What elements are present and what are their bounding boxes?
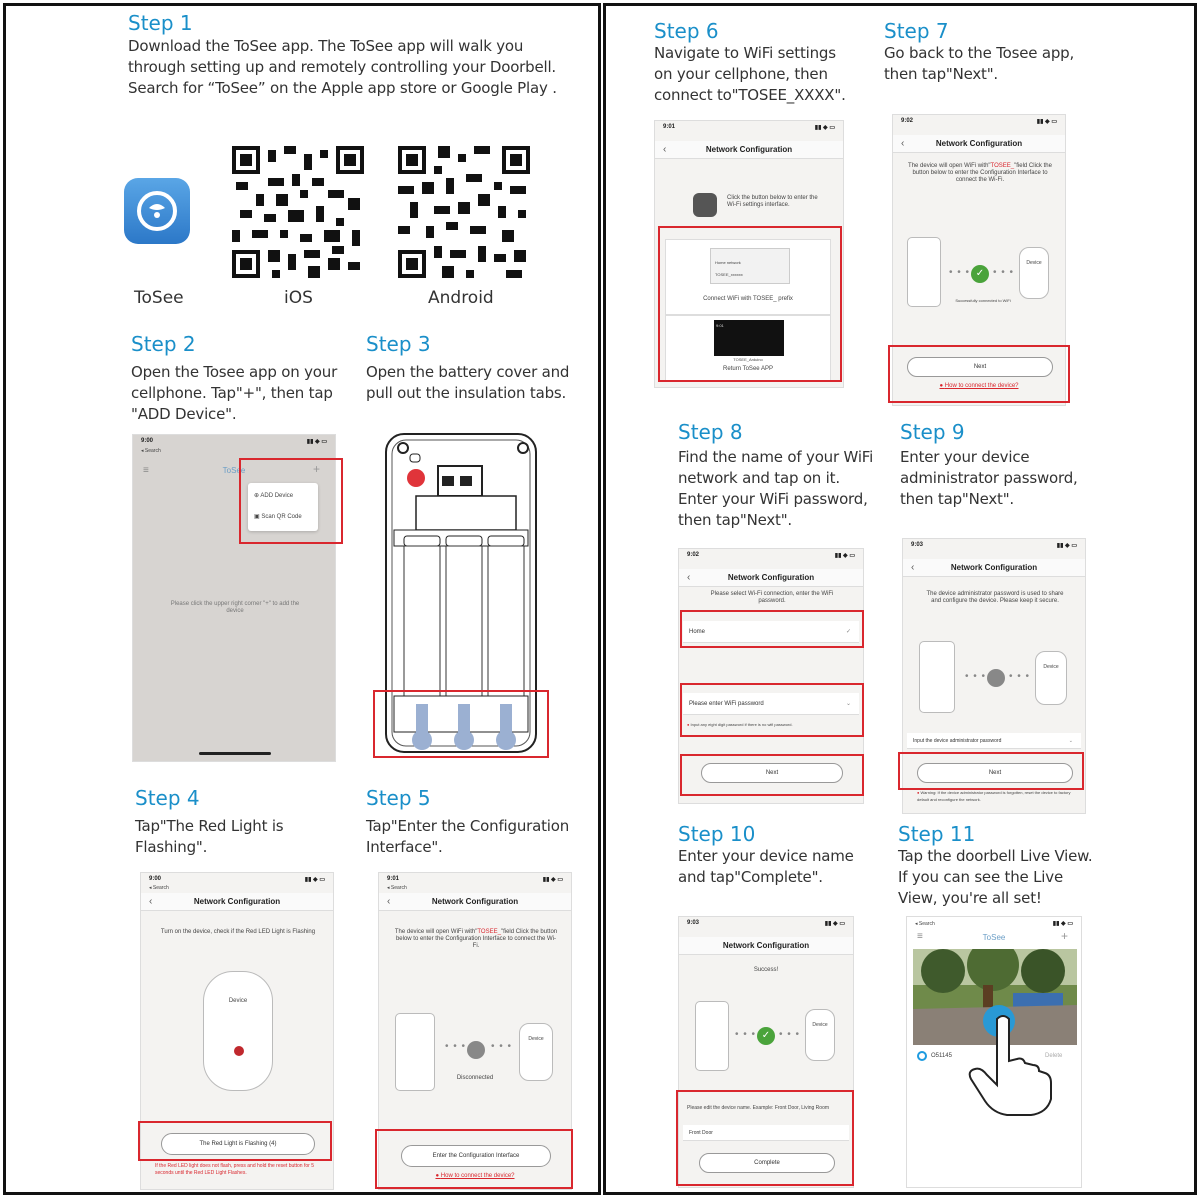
- device-icon: [519, 1023, 553, 1081]
- device-icon: [805, 1009, 835, 1061]
- device-id: O51145: [931, 1053, 952, 1059]
- next-button[interactable]: Next: [917, 763, 1073, 783]
- progress-dot-icon: [987, 669, 1005, 687]
- instruction: Please select Wi-Fi connection, enter the WiFi password.: [710, 591, 834, 604]
- step3-text: Open the battery cover and pull out the insulation tabs.: [366, 363, 570, 402]
- settings-hint: Click the button below to enter the Wi-Fi settings interface.: [727, 195, 818, 208]
- connected-check-icon: ✓: [971, 265, 989, 283]
- instruction: Turn on the device, check if the Red LED Light is Flashing: [160, 929, 316, 935]
- next-button[interactable]: Next: [907, 357, 1053, 377]
- tosee-label: ToSee: [134, 288, 184, 308]
- step1-title: Step 1: [128, 11, 193, 35]
- how-to-connect-link[interactable]: ● How to connect the device?: [939, 383, 1019, 389]
- step11-screen: [906, 916, 1082, 1188]
- step1-text: Download the ToSee app. The ToSee app will walk you through setting up and remotely controlling your Doorbell. Search for “ToSee” on the Apple app store or Google Play .: [128, 37, 557, 97]
- highlight-next-button: [680, 754, 864, 796]
- how-to-connect-link[interactable]: ● How to connect the device?: [435, 1173, 515, 1179]
- add-hint: Please click the upper right corner "+" to add the device: [170, 601, 300, 614]
- tosee-app-icon[interactable]: [124, 178, 190, 244]
- step6-title: Step 6: [654, 19, 719, 43]
- right-panel: [603, 3, 1197, 1195]
- settings-gear-icon[interactable]: [693, 193, 717, 217]
- step8-text: Find the name of your WiFi network and tap on it. Enter your WiFi password, then tap"Next".: [678, 448, 874, 529]
- app-title: ToSee: [222, 466, 246, 475]
- status-bar: 9:00 ▮▮ ◆ ▭: [149, 876, 325, 883]
- step2-text: Open the Tosee app on your cellphone. Tap"+", then tap "ADD Device".: [131, 363, 338, 423]
- step10-title: Step 10: [678, 822, 756, 846]
- connection-dots: • • •: [491, 1041, 513, 1052]
- highlight-name-section: [676, 1090, 854, 1186]
- success-status: Success!: [753, 967, 779, 973]
- highlight-next-button: [898, 752, 1084, 790]
- highlight-next-button: [888, 345, 1070, 403]
- status-bar: 9:03 ▮▮ ◆ ▭: [911, 542, 1077, 549]
- wifi-network-row[interactable]: Home ✓: [683, 621, 859, 643]
- screen-title: Network Configuration: [679, 937, 853, 955]
- connection-dots: • • •: [993, 267, 1015, 278]
- connection-dots: • • •: [965, 671, 987, 682]
- status-bar: 9:01 ▮▮ ◆ ▭: [663, 124, 835, 131]
- step3-title: Step 3: [366, 332, 431, 356]
- highlight-add-menu: [239, 458, 343, 544]
- step5-text: Tap"Enter the Configuration Interface".: [366, 817, 570, 856]
- password-note: ● Input any eight digit password if there is no wifi password.: [687, 722, 793, 727]
- wifi-password-input[interactable]: Please enter WiFi password ⌄: [683, 693, 859, 715]
- back-chevron-icon[interactable]: ‹: [911, 562, 915, 573]
- step7-title: Step 7: [884, 19, 949, 43]
- back-chevron-icon[interactable]: ‹: [149, 896, 153, 907]
- screen-title: Network Configuration: [903, 559, 1085, 577]
- reset-note: If the Red LED light does not flash, press and hold the reset button for 5 seconds until the Red LED Light Flashes.: [155, 1163, 314, 1176]
- connection-dots: • • •: [949, 267, 971, 278]
- device-label: Device: [812, 1022, 828, 1028]
- connection-dots: • • •: [445, 1041, 467, 1052]
- complete-button[interactable]: Complete: [699, 1153, 835, 1173]
- back-search-link[interactable]: ◂ Search: [915, 921, 935, 927]
- ios-label: iOS: [284, 288, 313, 308]
- back-search-link[interactable]: ◂ Search: [141, 448, 161, 454]
- red-led-icon: [234, 1046, 244, 1056]
- step5-title: Step 5: [366, 786, 431, 810]
- device-illustration: [203, 971, 273, 1091]
- mini-time: 9:01: [716, 323, 724, 328]
- screen-title: Network Configuration: [893, 135, 1065, 153]
- red-light-flashing-button[interactable]: The Red Light is Flashing (4): [161, 1133, 315, 1155]
- instruction: The device will open WiFi with"TOSEE_"field Click the button below to enter the Configuration Interface to connect the Wi-Fi.: [908, 163, 1052, 183]
- status-bar: 9:02 ▮▮ ◆ ▭: [687, 552, 855, 559]
- phone-icon: [695, 1001, 729, 1071]
- return-tosee-button[interactable]: Return ToSee APP: [723, 366, 773, 372]
- highlight-insulation-tabs: [373, 690, 549, 758]
- connected-status: Successfully connected to WiFi: [955, 298, 1011, 303]
- app-title: ToSee: [982, 933, 1006, 942]
- admin-password-input[interactable]: Input the device administrator password ⌄: [907, 733, 1081, 749]
- enter-configuration-button[interactable]: Enter the Configuration Interface: [401, 1145, 551, 1167]
- success-check-icon: ✓: [757, 1027, 775, 1045]
- step6-text: Navigate to WiFi settings on your cellphone, then connect to"TOSEE_XXXX".: [654, 44, 846, 104]
- home-indicator: [199, 752, 271, 755]
- scan-qr-item[interactable]: ▣ Scan QR Code: [254, 514, 302, 520]
- step8-title: Step 8: [678, 420, 743, 444]
- step10-text: Enter your device name and tap"Complete".: [678, 847, 854, 886]
- add-plus-button[interactable]: +: [1061, 929, 1069, 943]
- device-name-input[interactable]: Front Door: [683, 1125, 849, 1141]
- instruction: The device administrator password is used to share and configure the device. Please keep it secure.: [926, 591, 1064, 604]
- left-panel: [3, 3, 601, 1195]
- step9-title: Step 9: [900, 420, 965, 444]
- device-icon: [1019, 247, 1049, 299]
- phone-icon: [919, 641, 955, 713]
- back-search-link[interactable]: ◂ Search: [149, 885, 169, 891]
- add-device-item[interactable]: ⊕ ADD Device: [254, 493, 294, 499]
- menu-icon[interactable]: ≡: [917, 931, 923, 942]
- status-bar: 9:02 ▮▮ ◆ ▭: [901, 118, 1057, 125]
- next-button[interactable]: Next: [701, 763, 843, 783]
- step11-title: Step 11: [898, 822, 976, 846]
- menu-icon[interactable]: ≡: [143, 465, 149, 476]
- screen-title: Network Configuration: [679, 569, 863, 587]
- disconnected-icon: [467, 1041, 485, 1059]
- wifi-tosee-item[interactable]: TOSEE_xxxxxx: [715, 272, 743, 277]
- highlight-red-light-button: [138, 1121, 332, 1161]
- highlight-password-input: [680, 683, 864, 737]
- connection-dots: • • •: [779, 1029, 801, 1040]
- device-label: Device: [228, 998, 248, 1004]
- status-bar: ▮▮ ◆ ▭: [1052, 921, 1073, 927]
- ios-qr-code: [232, 146, 364, 278]
- highlight-enter-config-button: [375, 1129, 573, 1189]
- admin-warning: ● Warning: If the device administrator password is forgotten, reset the device to factory default and reconfigure the network.: [917, 790, 1071, 802]
- step4-title: Step 4: [135, 786, 200, 810]
- instruction: The device will open WiFi with"TOSEE_"field Click the button below to enter the Configuration Interface to connect the Wi-Fi.: [394, 929, 558, 949]
- device-label: Device: [1026, 260, 1042, 266]
- screen-title: Network Configuration: [379, 893, 571, 911]
- connection-dots: • • •: [735, 1029, 757, 1040]
- step11-text: Tap the doorbell Live View. If you can see the Live View, you're all set!: [898, 847, 1093, 907]
- wifi-home-item[interactable]: Home network: [715, 260, 741, 265]
- android-label: Android: [428, 288, 494, 308]
- back-chevron-icon[interactable]: ‹: [387, 896, 391, 907]
- mini-ssid: TOSEE_Arduino: [733, 357, 763, 362]
- back-chevron-icon[interactable]: ‹: [687, 572, 691, 583]
- step7-text: Go back to the Tosee app, then tap"Next".: [884, 44, 1075, 83]
- disconnected-status: Disconnected: [456, 1075, 494, 1081]
- step2-title: Step 2: [131, 332, 196, 356]
- back-chevron-icon[interactable]: ‹: [663, 144, 667, 155]
- status-bar: 9:03 ▮▮ ◆ ▭: [687, 920, 845, 927]
- device-label: Device: [528, 1036, 544, 1042]
- screen-title: Network Configuration: [655, 141, 843, 159]
- connection-dots: • • •: [1009, 671, 1031, 682]
- name-prompt: Please edit the device name. Example: Front Door, Living Room: [687, 1105, 830, 1111]
- status-bar: 9:01 ▮▮ ◆ ▭: [387, 876, 563, 883]
- back-search-link[interactable]: ◂ Search: [387, 885, 407, 891]
- android-qr-code: [398, 146, 530, 278]
- delete-button[interactable]: Delete: [1045, 1053, 1063, 1059]
- add-plus-button[interactable]: +: [313, 462, 321, 476]
- status-bar: 9:00 ▮▮ ◆ ▭: [141, 438, 327, 445]
- back-chevron-icon[interactable]: ‹: [901, 138, 905, 149]
- device-icon: [1035, 651, 1067, 705]
- wifi-label: Connect WiFi with TOSEE_ prefix: [703, 296, 793, 302]
- screen-title: Network Configuration: [141, 893, 333, 911]
- highlight-network-row: [680, 610, 864, 648]
- device-label: Device: [1043, 664, 1059, 670]
- tap-hand-icon: [967, 1009, 1057, 1119]
- step4-text: Tap"The Red Light is Flashing".: [135, 817, 284, 856]
- device-status-icon: [917, 1051, 927, 1061]
- step9-text: Enter your device administrator password, then tap"Next".: [900, 448, 1078, 508]
- highlight-wifi-section: [658, 226, 842, 382]
